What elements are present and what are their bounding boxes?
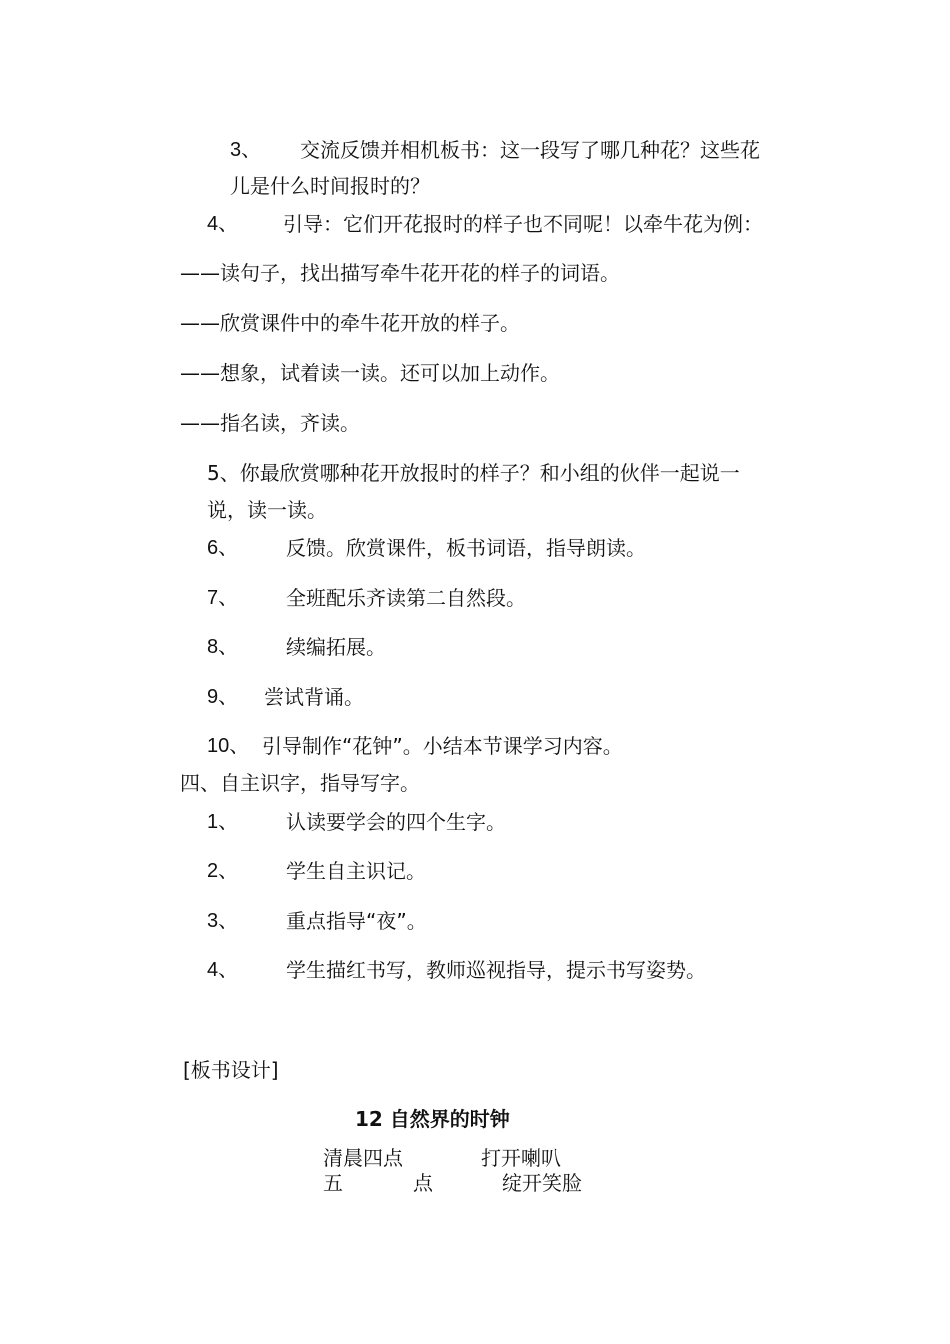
step-text: 尝试背诵。	[264, 685, 364, 709]
step-text-continued: 儿是什么时间报时的？	[230, 174, 430, 198]
step-number: 3、	[230, 139, 262, 161]
step-number: 4、	[207, 213, 239, 235]
step-text: 5、你最欣赏哪种花开放报时的样子？和小组的伙伴一起说一	[207, 461, 740, 485]
step-text: 交流反馈并相机板书：这一段写了哪几种花？这些花	[300, 138, 760, 162]
step-text: 重点指导“夜”。	[286, 909, 427, 933]
step-number: 8、	[207, 636, 239, 658]
step-number: 4、	[207, 959, 239, 981]
step-number: 9、	[207, 686, 239, 708]
board-action: 打开喇叭	[481, 1146, 561, 1170]
step-text: 续编拓展。	[286, 635, 386, 659]
step-number: 2、	[207, 860, 239, 882]
dash-item: ——想象，试着读一读。还可以加上动作。	[180, 361, 560, 385]
section-heading: 四、自主识字，指导写字。	[180, 771, 420, 795]
dash-item: ——指名读，齐读。	[180, 411, 360, 435]
board-time: 点	[413, 1171, 433, 1195]
step-number: 1、	[207, 811, 239, 833]
dash-item: ——读句子，找出描写牵牛花开花的样子的词语。	[180, 261, 620, 285]
step-number: 6、	[207, 537, 239, 559]
step-text: 引导：它们开花报时的样子也不同呢！以牵牛花为例：	[283, 212, 763, 236]
step-text: 认读要学会的四个生字。	[286, 810, 506, 834]
step-text: 引导制作“花钟”。小结本节课学习内容。	[262, 734, 623, 758]
board-title: 12 自然界的时钟	[355, 1107, 510, 1131]
step-text-continued: 说，读一读。	[207, 498, 327, 522]
dash-item: ——欣赏课件中的牵牛花开放的样子。	[180, 311, 520, 335]
board-time: 清晨四点	[323, 1146, 403, 1170]
board-action: 绽开笑脸	[502, 1171, 582, 1195]
step-text: 学生自主识记。	[286, 859, 426, 883]
board-time: 五	[323, 1171, 343, 1195]
step-number: 3、	[207, 910, 239, 932]
step-number: 7、	[207, 587, 239, 609]
step-text: 学生描红书写，教师巡视指导，提示书写姿势。	[286, 958, 706, 982]
step-number: 10、	[207, 735, 250, 757]
step-text: 全班配乐齐读第二自然段。	[286, 586, 526, 610]
step-text: 反馈。欣赏课件，板书词语，指导朗读。	[286, 536, 646, 560]
board-design-label: [板书设计]	[183, 1058, 279, 1082]
